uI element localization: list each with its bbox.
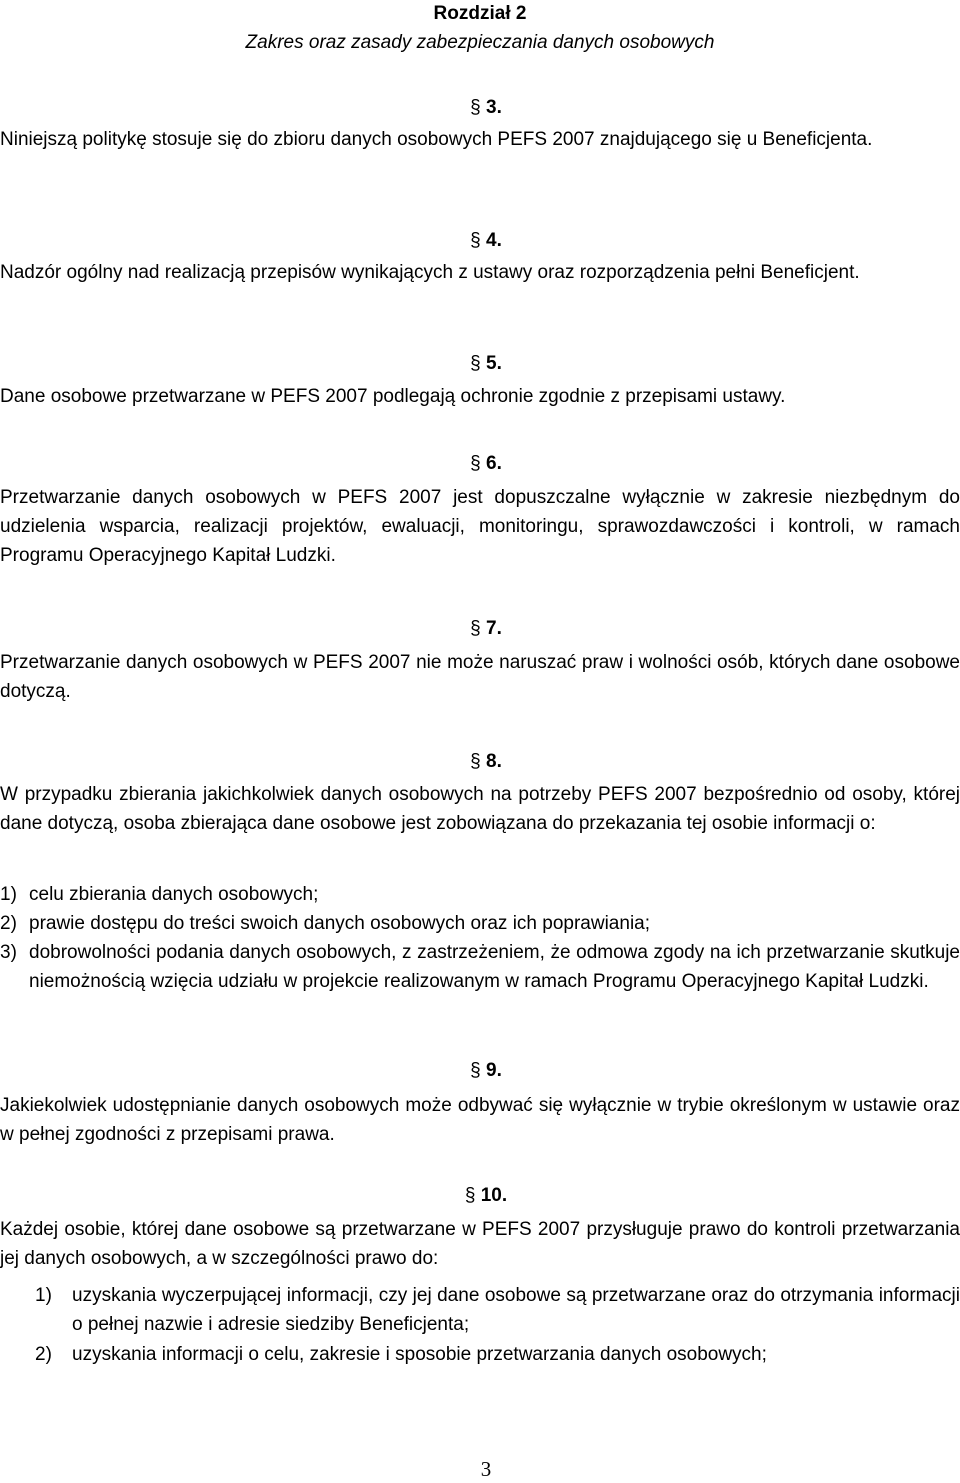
section-5-text: Dane osobowe przetwarzane w PEFS 2007 podlegają ochronie zgodnie z przepisami ustawy.: [0, 386, 786, 407]
section-4-text: Nadzór ogólny nad realizacją przepisów wynikających z ustawy oraz rozporządzenia pełni Beneficjent.: [0, 262, 860, 283]
chapter-subtitle: Zakres oraz zasady zabezpieczania danych osobowych: [245, 32, 715, 53]
section-10-text: Każdej osobie, której dane osobowe są przetwarzane w PEFS 2007 przysługuje prawo do kontroli przetwarzania jej danych osobowych, a w szczególności prawo do:: [0, 1219, 960, 1269]
section-8-list: [0, 880, 960, 996]
page-number: 3: [480, 1457, 492, 1481]
section-9-text: Jakiekolwiek udostępnianie danych osobowych może odbywać się wyłącznie w trybie określonym w ustawie oraz w pełnej zgodności z przepisami prawa.: [0, 1095, 960, 1145]
list-item-number: 2): [35, 1344, 52, 1365]
section-10-list: [0, 1281, 960, 1370]
section-sign: §: [470, 1060, 481, 1081]
section-8-text: W przypadku zbierania jakichkolwiek danych osobowych na potrzeby PEFS 2007 bezpośrednio od osoby, której dane dotyczą, osoba zbierająca dane osobowe jest zobowiązana do przekazania tej osobie informacji o:: [0, 784, 960, 834]
section-3-text: Niniejszą politykę stosuje się do zbioru danych osobowych PEFS 2007 znajdującego się u Beneficjenta.: [0, 129, 873, 150]
list-item-text: uzyskania informacji o celu, zakresie i sposobie przetwarzania danych osobowych;: [72, 1344, 767, 1365]
section-number: 7.: [486, 618, 502, 639]
list-item: [0, 909, 960, 938]
list-item: [0, 1340, 960, 1369]
section-sign: §: [470, 97, 481, 118]
section-heading-8: [0, 748, 960, 776]
section-heading-5: [0, 350, 960, 378]
section-sign: §: [470, 618, 481, 639]
section-number: 8.: [486, 751, 502, 772]
section-number: 10.: [480, 1185, 508, 1206]
section-sign: §: [464, 1185, 476, 1206]
section-heading-3: [0, 94, 960, 122]
section-sign: §: [470, 453, 481, 474]
list-item-number: 3): [0, 942, 17, 963]
section-number: 6.: [486, 453, 502, 474]
section-heading-6: [0, 450, 960, 478]
list-item: [0, 880, 960, 909]
list-item-number: 1): [35, 1285, 52, 1306]
section-number: 5.: [486, 353, 502, 374]
section-7-text: Przetwarzanie danych osobowych w PEFS 2007 nie może naruszać praw i wolności osób, których dane osobowe dotyczą.: [0, 652, 960, 702]
list-item-text: celu zbierania danych osobowych;: [29, 884, 319, 905]
section-sign: §: [470, 230, 481, 251]
section-sign: §: [470, 353, 481, 374]
section-number: 4.: [486, 230, 502, 251]
section-heading-10: [0, 1182, 960, 1210]
list-item-text: prawie dostępu do treści swoich danych osobowych oraz ich poprawiania;: [29, 913, 651, 934]
list-item-number: 2): [0, 913, 17, 934]
list-item-number: 1): [0, 884, 17, 905]
list-item: [0, 1281, 960, 1339]
section-heading-9: [0, 1057, 960, 1085]
section-sign: §: [470, 751, 481, 772]
section-heading-4: [0, 227, 960, 255]
section-number: 9.: [486, 1060, 502, 1081]
section-6-text: Przetwarzanie danych osobowych w PEFS 2007 jest dopuszczalne wyłącznie w zakresie niezbędnym do udzielenia wsparcia, realizacji projektów, ewaluacji, monitoringu, sprawozdawczości i kontroli, w ramach Programu Operacyjnego Kapitał Ludzki.: [0, 487, 960, 566]
list-item-text: dobrowolności podania danych osobowych, z zastrzeżeniem, że odmowa zgody na ich przetwarzanie skutkuje niemożnością wzięcia udziału w projekcie realizowanym w ramach Programu Operacyjnego Kapitał Ludzki.: [29, 942, 960, 992]
section-heading-7: [0, 615, 960, 643]
list-item-text: uzyskania wyczerpującej informacji, czy jej dane osobowe są przetwarzane oraz do otrzymania informacji o pełnej nazwie i adresie siedziby Beneficjenta;: [72, 1285, 960, 1335]
list-item: [0, 938, 960, 996]
chapter-title: Rozdział 2: [433, 3, 527, 24]
section-number: 3.: [486, 97, 502, 118]
